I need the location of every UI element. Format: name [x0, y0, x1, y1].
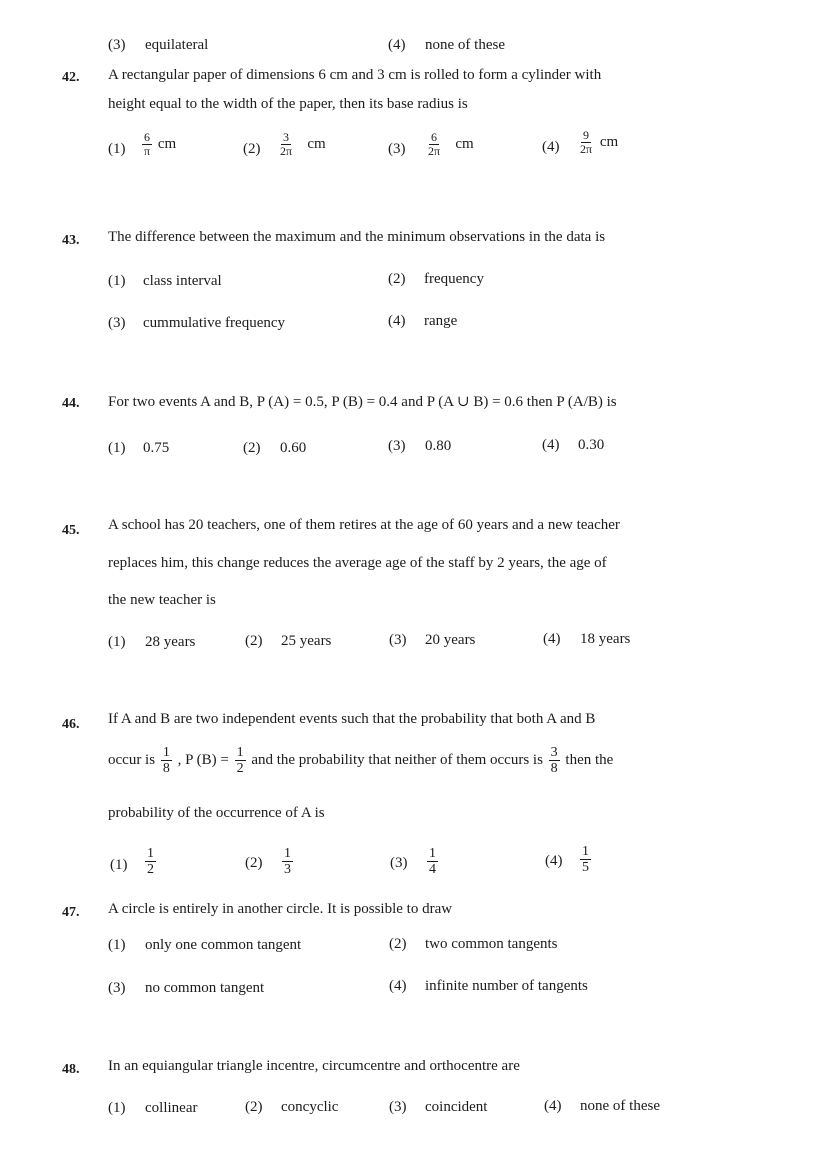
fraction-denominator: π — [144, 144, 151, 158]
question-number: 45. — [62, 523, 80, 538]
option-number: (4) — [544, 1098, 562, 1114]
fraction-denominator: 2π — [580, 142, 593, 156]
option-text: none of these — [580, 1098, 660, 1114]
option-text: 0.30 — [578, 437, 605, 453]
option-text: coincident — [425, 1099, 488, 1115]
option-number: (2) — [245, 1099, 263, 1115]
fraction-denominator: 2π — [428, 144, 441, 158]
question-number: 42. — [62, 70, 80, 85]
option-number: (3) — [108, 315, 126, 331]
option-text: 0.75 — [143, 440, 170, 456]
question-number: 44. — [62, 396, 80, 411]
option-text: no common tangent — [145, 980, 265, 996]
option-unit: cm — [455, 135, 474, 152]
option-number: (1) — [108, 440, 126, 456]
option-unit: cm — [157, 135, 177, 152]
fraction-numerator: 1 — [582, 844, 589, 859]
fraction-denominator: 5 — [582, 860, 589, 875]
option-number: (1) — [108, 634, 126, 650]
option-number: (4) — [542, 139, 560, 155]
question-text: replaces him, this change reduces the average age of the staff by 2 years, the age of — [108, 555, 607, 571]
option-fraction — [276, 131, 326, 158]
fraction-numerator: 6 — [431, 130, 438, 144]
option-number: (2) — [389, 936, 407, 952]
fraction-numerator: 1 — [162, 745, 170, 760]
fraction-numerator: 3 — [550, 745, 558, 760]
question-text: In an equiangular triangle incentre, circumcentre and orthocentre are — [108, 1058, 520, 1074]
fraction-numerator: 3 — [283, 130, 290, 144]
option-number: (1) — [108, 1100, 126, 1116]
option-text: equilateral — [145, 37, 209, 53]
fraction-denominator: 3 — [284, 862, 291, 877]
question-text: A circle is entirely in another circle. It is possible to draw — [108, 901, 453, 917]
option-number: (3) — [108, 980, 126, 996]
option-number: (4) — [543, 631, 561, 647]
question-text: probability of the occurrence of A is — [108, 805, 325, 821]
fraction-numerator: 9 — [583, 128, 590, 142]
option-text: 28 years — [145, 634, 196, 650]
option-text: 0.80 — [425, 438, 452, 454]
option-text: two common tangents — [425, 936, 558, 952]
option-number: (1) — [108, 141, 126, 157]
option-number: (4) — [545, 853, 563, 869]
option-text: 18 years — [580, 631, 631, 647]
option-number: (3) — [389, 1099, 407, 1115]
question-text: the new teacher is — [108, 592, 216, 608]
option-text: infinite number of tangents — [425, 978, 588, 994]
option-number: (1) — [108, 273, 126, 289]
text-segment: occur is — [108, 751, 156, 768]
option-text: range — [424, 313, 458, 329]
option-unit: cm — [307, 135, 326, 152]
option-text: none of these — [425, 37, 505, 53]
option-number: (4) — [542, 437, 560, 453]
option-number: (1) — [110, 857, 128, 873]
option-number: (2) — [245, 855, 263, 871]
option-number: (4) — [388, 313, 406, 329]
text-segment: and the probability that neither of them occurs is — [251, 751, 543, 768]
option-number: (2) — [243, 440, 261, 456]
question-text-with-fractions — [108, 745, 613, 776]
question-number: 47. — [62, 905, 80, 920]
question-text: A rectangular paper of dimensions 6 cm and 3 cm is rolled to form a cylinder with — [108, 67, 602, 83]
fraction-numerator: 1 — [284, 846, 291, 861]
option-fraction — [143, 846, 158, 877]
option-text: class interval — [143, 273, 222, 289]
text-segment: then the — [565, 751, 614, 768]
option-text: concyclic — [281, 1099, 339, 1115]
option-number: (1) — [108, 937, 126, 953]
option-number: (3) — [389, 632, 407, 648]
option-text: frequency — [424, 271, 484, 287]
option-number: (3) — [390, 855, 408, 871]
option-number: (3) — [388, 438, 406, 454]
fraction-denominator: 8 — [162, 761, 170, 776]
question-number: 48. — [62, 1062, 80, 1077]
option-fraction — [425, 846, 440, 877]
option-fraction — [576, 129, 618, 156]
fraction-denominator: 2 — [147, 862, 154, 877]
fraction-denominator: 4 — [429, 862, 436, 877]
fraction-numerator: 6 — [144, 130, 151, 144]
fraction-numerator: 1 — [429, 846, 436, 861]
option-text: cummulative frequency — [143, 315, 286, 331]
option-fraction — [578, 844, 593, 875]
option-number: (2) — [388, 271, 406, 287]
question-text: The difference between the maximum and the minimum observations in the data is — [108, 229, 606, 245]
question-text: For two events A and B, P (A) = 0.5, P (B) = 0.4 and P (A ∪ B) = 0.6 then P (A/B) is — [108, 394, 617, 410]
option-text: 0.60 — [280, 440, 307, 456]
fraction-numerator: 1 — [236, 745, 244, 760]
option-fraction — [424, 131, 474, 158]
fraction-denominator: 8 — [550, 761, 558, 776]
question-number: 46. — [62, 717, 80, 732]
option-number: (3) — [108, 37, 126, 53]
option-unit: cm — [599, 133, 619, 150]
question-text: If A and B are two independent events such that the probability that both A and B — [108, 711, 596, 727]
option-number: (4) — [388, 37, 406, 53]
option-text: only one common tangent — [145, 937, 302, 953]
option-fraction — [140, 131, 176, 158]
fraction-denominator: 2π — [280, 144, 293, 158]
option-text: 25 years — [281, 633, 332, 649]
option-number: (3) — [388, 141, 406, 157]
text-segment: , P (B) = — [177, 751, 229, 768]
fraction-denominator: 2 — [236, 761, 244, 776]
option-fraction — [280, 846, 295, 877]
option-number: (2) — [243, 141, 261, 157]
option-number: (2) — [245, 633, 263, 649]
option-text: 20 years — [425, 632, 476, 648]
question-text: height equal to the width of the paper, then its base radius is — [108, 96, 468, 112]
option-number: (4) — [389, 978, 407, 994]
fraction-numerator: 1 — [147, 846, 154, 861]
question-text: A school has 20 teachers, one of them retires at the age of 60 years and a new teacher — [108, 517, 620, 533]
option-text: collinear — [145, 1100, 198, 1116]
question-number: 43. — [62, 233, 80, 248]
